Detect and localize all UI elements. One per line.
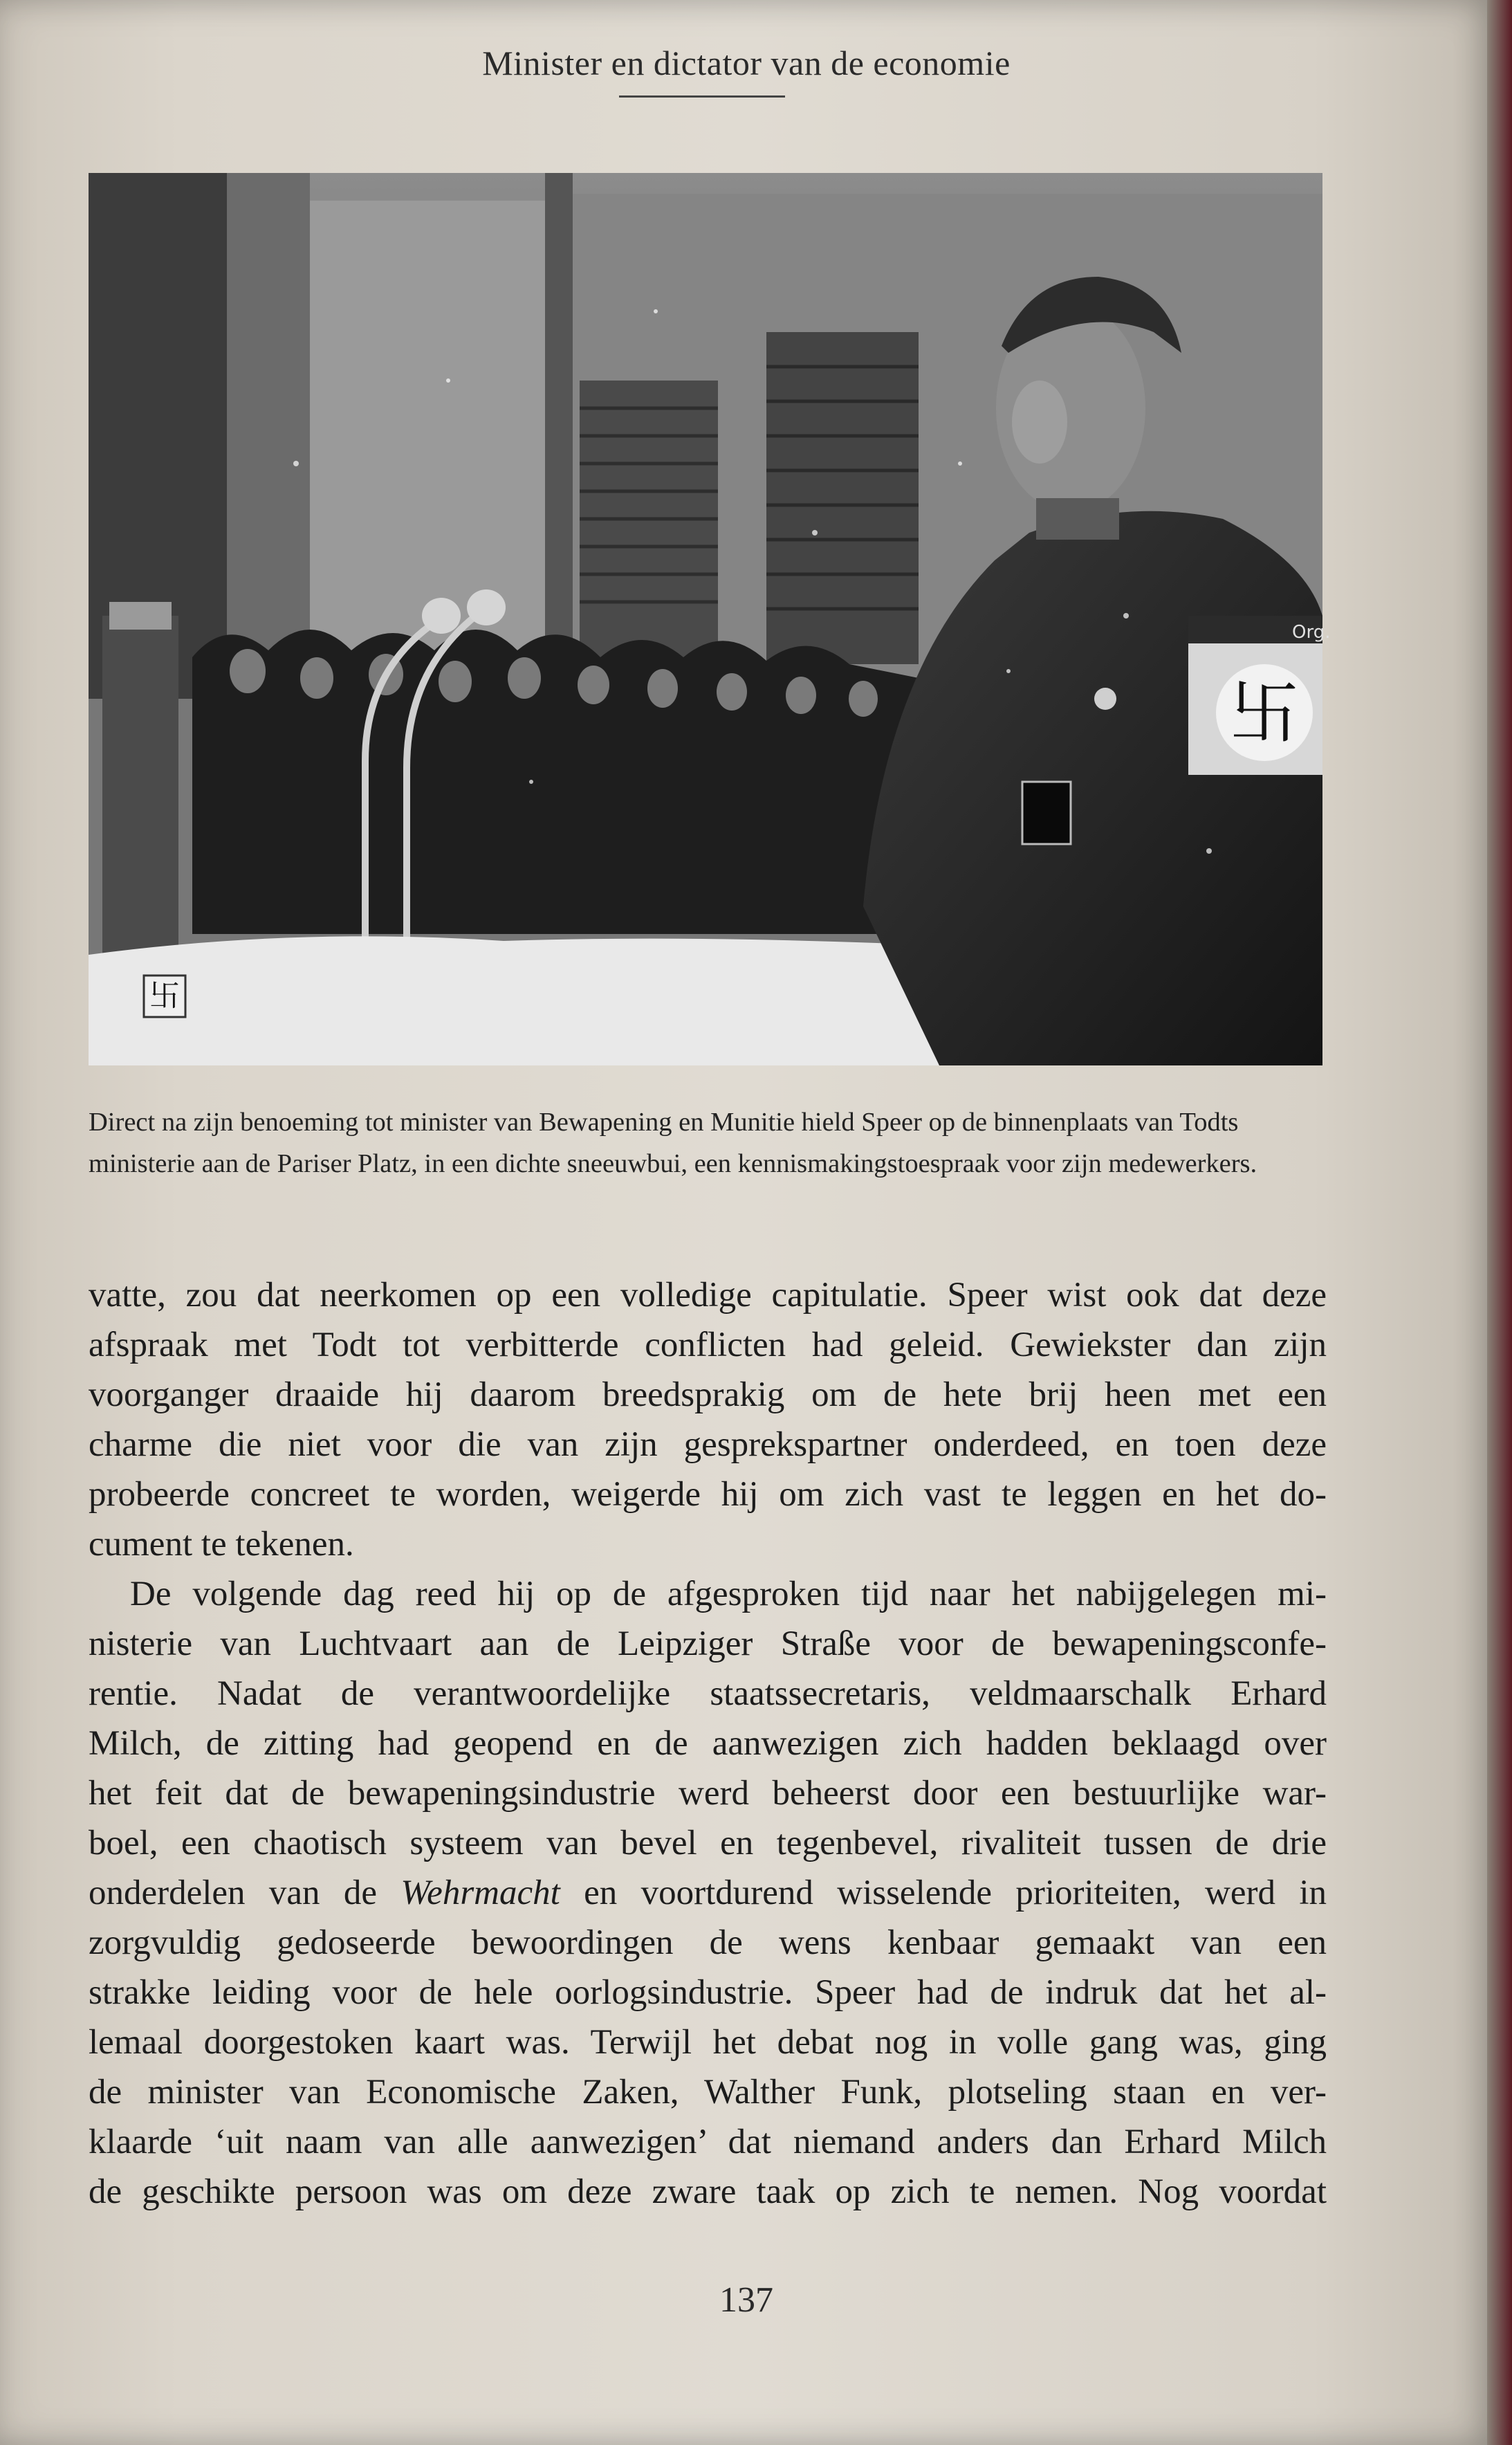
svg-text:卐: 卐	[1230, 672, 1299, 753]
body-line: probeerde concreet te worden, weigerde hij om zich vast te leggen en het do-	[89, 1475, 1327, 1514]
body-line: Milch, de zitting had geopend en de aanwezigen zich hadden beklaagd over	[89, 1724, 1327, 1763]
body-line: afspraak met Todt tot verbitterde conflicten had geleid. Gewiekster dan zijn	[89, 1326, 1327, 1364]
running-head-rule	[619, 95, 785, 98]
body-line: de minister van Economische Zaken, Walther Funk, plotseling staan en ver-	[89, 2073, 1327, 2112]
body-line: vatte, zou dat neerkomen op een volledige capitulatie. Speer wist ook dat deze	[89, 1276, 1327, 1315]
body-line: voorganger draaide hij daarom breedsprakig om de hete brij heen met een	[89, 1375, 1327, 1414]
body-line: De volgende dag reed hij op de afgesproken tijd naar het nabijgelegen mi-	[130, 1575, 1327, 1613]
italic-term: Wehrmacht	[400, 1874, 560, 1912]
body-line: klaarde ‘uit naam van alle aanwezigen’ dat niemand anders dan Erhard Milch	[89, 2123, 1327, 2161]
photo-caption: Direct na zijn benoeming tot minister van Bewapening en Munitie hield Speer op de binnenplaats van Todts ministerie aan de Pariser Platz, in een dichte sneeuwbui, een kennismakingstoespraak voor zijn medewerkers.	[89, 1108, 1257, 1178]
page-number: 137	[719, 2280, 773, 2320]
body-line: charme die niet voor die van zijn gesprekspartner onderdeed, en toen deze	[89, 1425, 1327, 1464]
body-line: boel, een chaotisch systeem van bevel en tegenbevel, rivaliteit tussen de drie	[89, 1824, 1327, 1862]
body-line: nisterie van Luchtvaart aan de Leipziger Straße voor de bewapeningsconfe-	[89, 1624, 1327, 1663]
armband-text: Org.	[1292, 622, 1331, 643]
body-line: cument te tekenen.	[89, 1525, 354, 1564]
body-line: het feit dat de bewapeningsindustrie werd beheerst door een bestuurlijke war-	[89, 1774, 1327, 1813]
cover-edge	[1487, 0, 1512, 2445]
body-line: strakke leiding voor de hele oorlogsindustrie. Speer had de indruk dat het al-	[89, 1973, 1327, 2012]
body-line: lemaal doorgestoken kaart was. Terwijl het debat nog in volle gang was, ging	[89, 2023, 1327, 2062]
running-head: Minister en dictator van de economie	[482, 44, 1011, 82]
body-text	[89, 1270, 1327, 2217]
svg-text:卐: 卐	[149, 978, 180, 1014]
body-line: rentie. Nadat de verantwoordelijke staatssecretaris, veldmaarschalk Erhard	[89, 1674, 1327, 1713]
historical-photo	[89, 173, 1331, 1065]
body-line-part: onderdelen van de	[89, 1874, 378, 1912]
body-line-mixed	[89, 1868, 1327, 1918]
body-line-part: en voortdurend wisselende prioriteiten, werd in	[584, 1874, 1327, 1912]
body-line: zorgvuldig gedoseerde bewoordingen de wens kenbaar gemaakt van een	[89, 1923, 1327, 1962]
body-line: de geschikte persoon was om deze zware taak op zich te nemen. Nog voordat	[89, 2172, 1327, 2211]
